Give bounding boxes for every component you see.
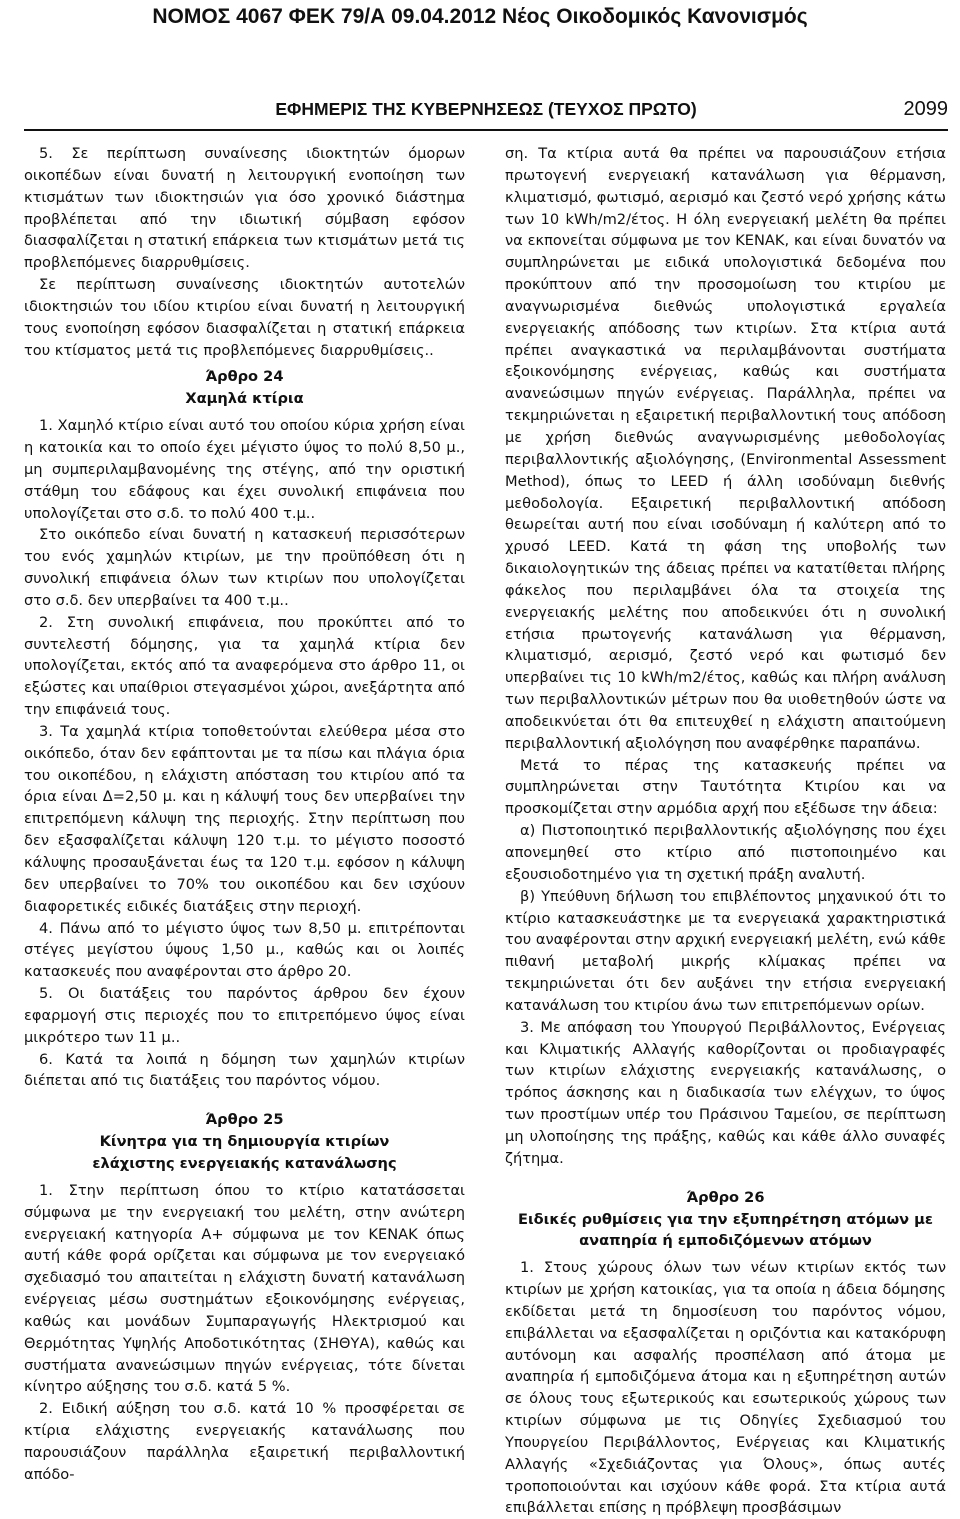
left-column: [24, 143, 465, 1493]
paragraph: 1. Στην περίπτωση όπου το κτίριο κατατάσσεται σύμφωνα με την ενεργειακή του μελέτη, στην ανώτερη ενεργειακή κατηγορία Α+ σύμφωνα με τον ΚΕΝΑΚ όπως αυτή κάθε φορά ορίζεται και σύμφωνα με τον ενεργειακό σχεδιασμό του απαιτείται η ελάχιστη δυνατή κατανάλωση ενέργειας μέσω συστημάτων εξοικονόμησης ενέργειας, καθώς και μονάδων Συμπαραγωγής Ηλεκτρισμού και Θερμότητας Υψηλής Αποδοτικότητας (ΣΗΘΥΑ), καθώς και συστήματα ανανεώσιμων πηγών ενέργειας, τότε δίνεται κίνητρο αύξησης του σ.δ. κατά 5 %.: [24, 1181, 465, 1396]
paragraph: β) Υπεύθυνη δήλωση του επιβλέποντος μηχανικού ότι το κτίριο κατασκευάστηκε με τα ενεργειακά χαρακτηριστικά του αναφέρονται στην αρχική ενεργειακή μελέτη, ενώ κάθε πιθανή μεταβολή μικρής κλίμακας πρέπει να τεκμηριώνεται ότι δεν αυξάνει την ετήσια ενεργειακή κατανάλωση του κτιρίου άνω των επιτρεπόμενων ορίων.: [505, 887, 946, 1014]
right-column: [505, 143, 946, 1517]
article-24-title: Χαμηλά κτίρια: [185, 390, 304, 408]
article-25-title-line2: ελάχιστης ενεργειακής κατανάλωσης: [92, 1154, 397, 1172]
gazette-title: ΕΦΗΜΕΡΙΣ ΤΗΣ ΚΥΒΕΡΝΗΣΕΩΣ (ΤΕΥΧΟΣ ΠΡΩΤΟ): [275, 99, 697, 119]
page-number: 2099: [903, 98, 948, 120]
paragraph: 3. Τα χαμηλά κτίρια τοποθετούνται ελεύθερα μέσα στο οικόπεδο, όταν δεν εφάπτονται με τα πίσω και πλάγια όρια του οικοπέδου, η ελάχιστη απόσταση του κτιρίου από τα όρια είναι Δ=2,50 μ. και η κάλυψή τους δεν υπερβαίνει την επιτρεπόμενη κάλυψη της περιοχής. Στην περίπτωση που δεν εξασφαλίζεται κάλυψη 120 τ.μ. το μέγιστο ποσοστό κάλυψης προσαυξάνεται έως τα 120 τ.μ. εφόσον η κάλυψη δεν υπερβαίνει το 70% του οικοπέδου και δεν ισχύουν διαφορετικές ειδικές διατάξεις στην περιοχή.: [24, 722, 465, 915]
paragraph: α) Πιστοποιητικό περιβαλλοντικής αξιολόγησης που έχει απονεμηθεί στο κτίριο από πιστοποιημένο και εξουσιοδοτημένο για τη σχετική πράξη αναλυτή.: [505, 822, 946, 883]
header-rule: [24, 129, 948, 131]
article-26-title-line2: αναπηρία ή εμποδιζόμενων ατόμων: [579, 1232, 872, 1250]
paragraph: 1. Στους χώρους όλων των νέων κτιρίων εκτός των κτιρίων με χρήση κατοικίας, για τα οποία η άδεια δόμησης εκδίδεται μετά τη δημοσίευση του παρόντος νόμου, επιβάλλεται να εξασφαλίζεται η οριζόντια και κατακόρυφη αυτόνομη και ασφαλής προσπέλαση από άτομα με αναπηρία ή εμποδιζόμενα άτομα και η εξυπηρέτηση αυτών σε όλους τους εξωτερικούς και εσωτερικούς χώρους των κτιρίων σύμφωνα με τις Οδηγίες Σχεδιασμού του Υπουργείου Περιβάλλοντος, Ενέργειας και Κλιματικής Αλλαγής «Σχεδιάζοντας για Όλους», όπως αυτές τροποποιούνται και ισχύουν κάθε φορά. Στα κτίρια αυτά επιβάλλεται επίσης η πρόβλεψη προσβάσιμων: [505, 1259, 946, 1517]
article-25-number: Άρθρο 25: [205, 1111, 284, 1129]
paragraph: Μετά το πέρας της κατασκευής πρέπει να συμπληρώνεται στην Ταυτότητα Κτιρίου και να προσκομίζεται στην αρμόδια αρχή που εξέδωσε την άδεια:: [505, 756, 946, 818]
paragraph: Στο οικόπεδο είναι δυνατή η κατασκευή περισσότερων του ενός χαμηλών κτιρίων, με την προϋπόθεση ότι η συνολική επιφάνεια όλων των κτιρίων που υπολογίζεται στο σ.δ. δεν υπερβαίνει τα 400 τ.μ..: [24, 526, 465, 609]
paragraph: 5. Οι διατάξεις του παρόντος άρθρου δεν έχουν εφαρμογή στις περιοχές που το επιτρεπόμενο ύψος είναι μικρότερο των 11 μ..: [24, 985, 465, 1046]
paragraph: Σε περίπτωση συναίνεσης ιδιοκτητών αυτοτελών ιδιοκτησιών του ιδίου κτιρίου είναι δυνατή η λειτουργική τους ενοποίηση εφόσον διασφαλίζεται η στατική επάρκεια του κτίσματος μετά τις προβλεπόμενες διαρρυθμίσεις..: [24, 276, 465, 359]
paragraph: 2. Ειδική αύξηση του σ.δ. κατά 10 % προσφέρεται σε κτίρια ελάχιστης ενεργειακής κατανάλωσης που παρουσιάζουν παράλληλα εξαιρετική περιβαλλοντική απόδο-: [24, 1400, 465, 1483]
paragraph: 3. Με απόφαση του Υπουργού Περιβάλλοντος, Ενέργειας και Κλιματικής Αλλαγής καθορίζονται οι προδιαγραφές των κτιρίων ελάχιστης ενεργειακής κατανάλωσης, ο τρόπος άσκησης και η διαδικασία των ελέγχων, το ύψος των προστίμων υπέρ του Πράσινου Ταμείου, σε περίπτωση μη υλοποίησης της πράξης, καθώς και κάθε άλλο συναφές ζήτημα.: [505, 1018, 946, 1167]
article-25-title-line1: Κίνητρα για τη δημιουργία κτιρίων: [99, 1133, 390, 1151]
article-24-number: Άρθρο 24: [205, 368, 284, 386]
article-26-number: Άρθρο 26: [686, 1188, 765, 1206]
document-top-title: ΝΟΜΟΣ 4067 ΦΕΚ 79/Α 09.04.2012 Νέος Οικοδομικός Κανονισμός: [152, 5, 808, 28]
paragraph: 6. Κατά τα λοιπά η δόμηση των χαμηλών κτιρίων διέπεται από τις διατάξεις του παρόντος νόμου.: [24, 1050, 465, 1090]
page-header: [24, 94, 948, 124]
paragraph: 4. Πάνω από το μέγιστο ύψος των 8,50 μ. επιτρέπονται στέγες μεγίστου ύψους 1,50 μ., καθώς και οι λοιπές κατασκευές που αναφέρονται στο άρθρο 20.: [24, 919, 465, 981]
paragraph: 1. Χαμηλό κτίριο είναι αυτό του οποίου κύρια χρήση είναι η κατοικία και το οποίο έχει μέγιστο ύψος το πολύ 8,50 μ., μη συμπεριλαμβανομένης της στέγης, από την οριστική στάθμη του εδάφους και έχει συνολική επιφάνεια που υπολογίζεται στο σ.δ. το πολύ 400 τ.μ..: [24, 417, 465, 522]
paragraph-continued: ση. Τα κτίρια αυτά θα πρέπει να παρουσιάζουν ετήσια πρωτογενή ενεργειακή κατανάλωση για θέρμανση, κλιματισμό, φωτισμό, αερισμό και ζεστό νερό χρήσης κάτω των 10 kWh/m2/έτος. Η όλη ενεργειακή μελέτη θα πρέπει να εκπονείται σύμφωνα με τον ΚΕΝΑΚ, και είναι δυνατόν να συμπληρώνεται με ειδικά υπολογιστικά δεδομένα που προκύπτουν από την προσομοίωση του κτιρίου με αναγνωρισμένα διεθνώς υπολογιστικά εργαλεία ενεργειακής απόδοσης των κτιρίων. Στα κτίρια αυτά πρέπει αναγκαστικά να περιλαμβάνονται συστήματα εξοικονόμησης ενέργειας, καθώς και συστήματα ανανεώσιμων πηγών ενέργειας. Παράλληλα, πρέπει να τεκμηριώνεται η εξαιρετική περιβαλλοντική τους απόδοση με χρήση διεθνώς αναγνωρισμένης μεθοδολογίας περιβαλλοντικής αξιολόγησης, (Environmental Assessment Method), όπως το LEED ή άλλη ισοδύναμη διεθνής μεθοδολογία. Εξαιρετική περιβαλλοντική απόδοση θεωρείται αυτή που είναι ισοδύναμη ή καλύτερη από το χρυσό LEED. Κατά τη φάση της υποβολής των δικαιολογητικών της άδειας πρέπει να κατατίθεται πλήρης φάκελος που περιλαμβάνει όλα τα στοιχεία της ενεργειακής μελέτης που αποδεικνύει ότι η συνολική ετήσια πρωτογενής κατανάλωση για θέρμανση, κλιματισμό, αερισμό, ζεστό νερό και φωτισμό δεν υπερβαίνει τις 10 kWh/m2/έτος, καθώς και πλήρη ανάλυση των περιβαλλοντικών μέτρων που θα υιοθετηθούν ώστε να αποδεικνύεται ότι θα επιτευχθεί η ελάχιστη απαιτούμενη περιβαλλοντική αξιολόγηση που αναφέρθηκε παραπάνω.: [505, 145, 946, 752]
paragraph: 5. Σε περίπτωση συναίνεσης ιδιοκτητών όμορων οικοπέδων είναι δυνατή η λειτουργική ενοποίηση των κτισμάτων των ιδιοκτησιών για όσο χρονικό διάστημα προβλέπεται από την ιδιωτική σύμβαση εφόσον διασφαλίζεται η στατική επάρκεια των κτισμάτων μετά τις προβλεπόμενες διαρρυθμίσεις.: [24, 145, 465, 272]
article-26-title-line1: Ειδικές ρυθμίσεις για την εξυπηρέτηση ατόμων με: [517, 1210, 934, 1228]
paragraph: 2. Στη συνολική επιφάνεια, που προκύπτει από το συντελεστή δόμησης, για τα χαμηλά κτίρια δεν υπολογίζεται, εκτός από τα αναφερόμενα στο άρθρο 11, οι εξώστες και υπαίθριοι στεγασμένοι χώροι, ανεξάρτητα από την επιφάνειά τους.: [24, 613, 465, 719]
